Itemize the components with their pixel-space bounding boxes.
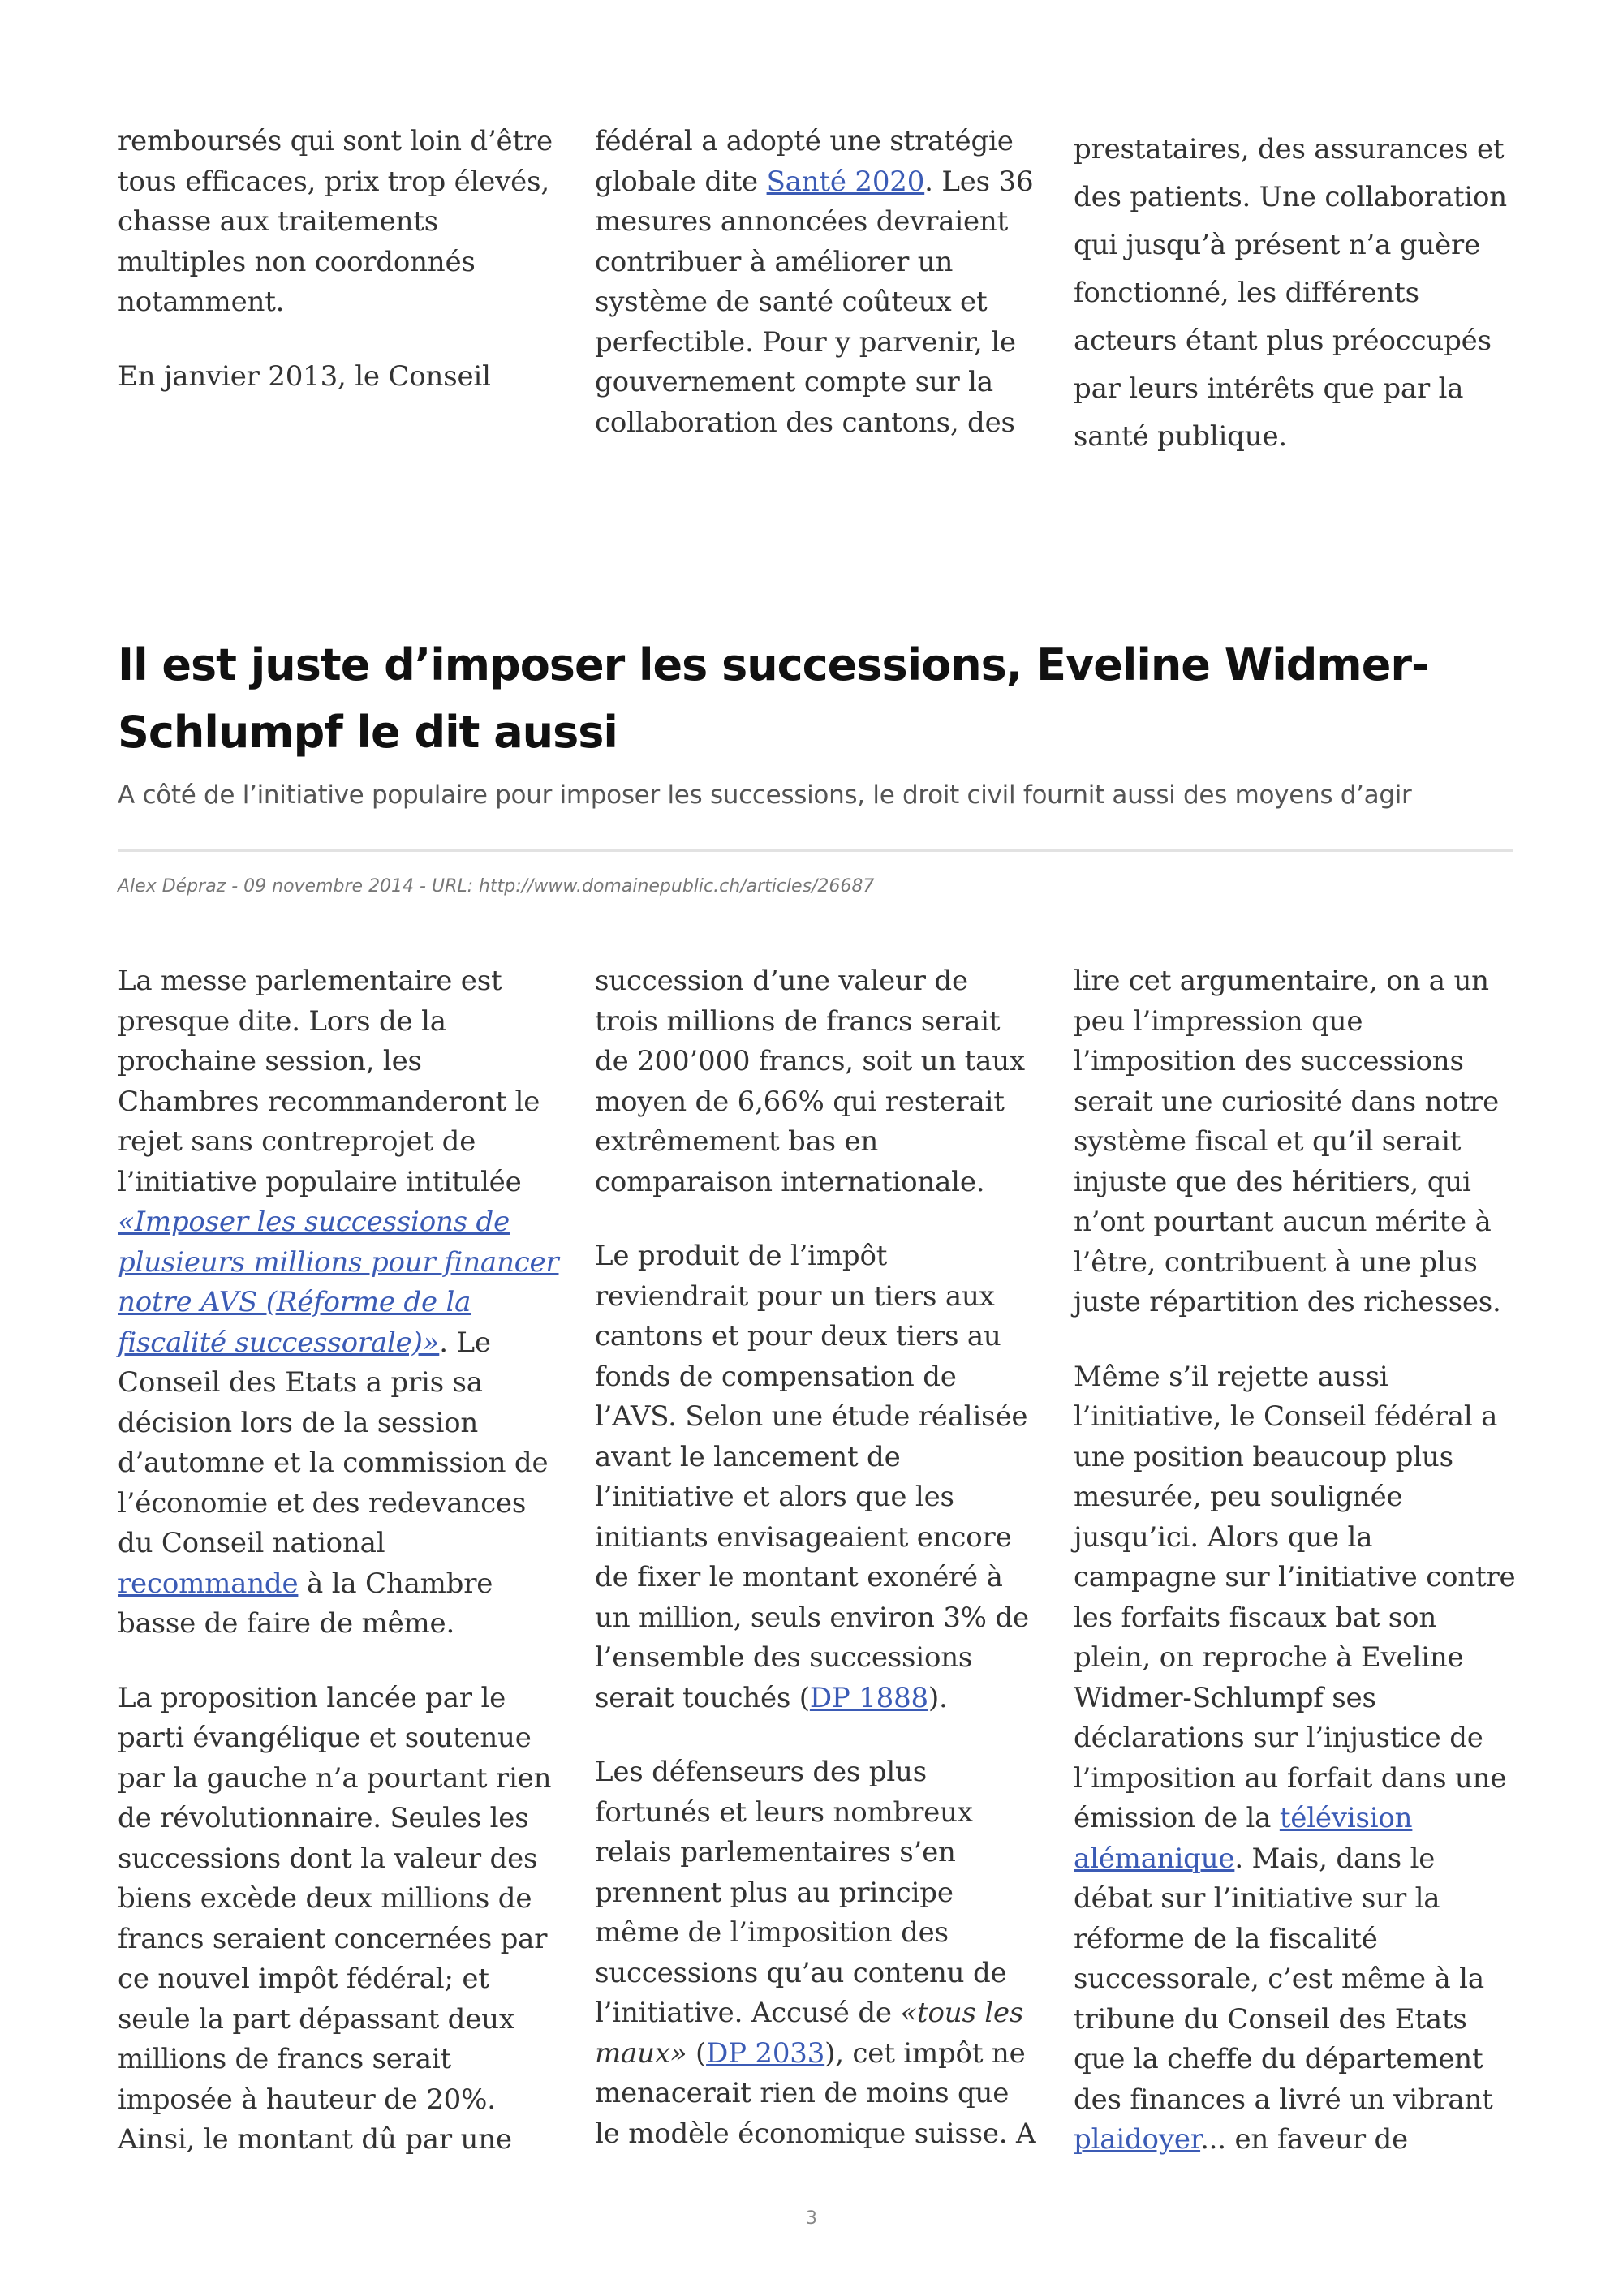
link-sante-2020[interactable]: Santé 2020 bbox=[766, 165, 925, 198]
paragraph: fédéral a adopté une stratégie globale dite Santé 2020. Les 36 mesures annoncées devraient contribuer à améliorer un système de santé coûteux et perfectible. Pour y parvenir, le gouvernement compte sur la collaboration des cantons, des bbox=[595, 125, 1034, 439]
prev-article-column-1 bbox=[118, 122, 560, 397]
paragraph: remboursés qui sont loin d’être tous efficaces, prix trop élevés, chasse aux traitements multiples non coordonnés notamment. bbox=[118, 125, 553, 318]
link-recommande[interactable]: recommande bbox=[118, 1567, 299, 1600]
page-number: 3 bbox=[806, 2208, 817, 2229]
article-column-2 bbox=[595, 961, 1037, 2154]
prev-article-column-2 bbox=[595, 122, 1037, 443]
article-column-3 bbox=[1074, 961, 1516, 2161]
paragraph: succession d’une valeur de trois millions de francs serait de 200’000 francs, soit un taux moyen de 6,66% qui resterait extrêmement bas en comparaison internationale. bbox=[595, 965, 1025, 1198]
link-plaidoyer[interactable]: plaidoyer bbox=[1074, 2123, 1201, 2156]
link-initiative-title[interactable]: «Imposer les successions de plusieurs millions pour financer notre AVS (Réforme de la fiscalité successorale)» bbox=[118, 1206, 559, 1359]
paragraph: La messe parlementaire est presque dite. Lors de la prochaine session, les Chambres recommanderont le rejet sans contreprojet de l’initiative populaire intitulée «Imposer les successions de plusieurs millions pour financer notre AVS (Réforme de la fiscalité successorale)». Le Conseil des Etats a pris sa décision lors de la session d’automne et la commission de l’économie et des redevances du Conseil national recommande à la Chambre basse de faire de même. bbox=[118, 965, 559, 1640]
paragraph: lire cet argumentaire, on a un peu l’impression que l’imposition des successions serait une curiosité dans notre système fiscal et qu’il serait injuste que des héritiers, qui n’ont pourtant aucun mérite à l’être, contribuent à une plus juste répartition des richesses. bbox=[1074, 965, 1501, 1318]
paragraph: La proposition lancée par le parti évangélique et soutenue par la gauche n’a pourtant rien de révolutionnaire. Seules les successions dont la valeur des biens excède deux millions de francs seraient concernées par ce nouvel impôt fédéral; et seule la part dépassant deux millions de francs serait imposée à hauteur de 20%. Ainsi, le montant dû par une bbox=[118, 1681, 552, 2156]
paragraph: En janvier 2013, le Conseil bbox=[118, 359, 491, 393]
paragraph: Les défenseurs des plus fortunés et leurs nombreux relais parlementaires s’en prennent plus au principe même de l’imposition des successions qu’au contenu de l’initiative. Accusé de «tous les maux» (DP 2033), cet impôt ne menacerait rien de moins que le modèle économique suisse. A bbox=[595, 1756, 1036, 2150]
article-column-1 bbox=[118, 961, 560, 2161]
header-divider bbox=[118, 849, 1513, 852]
paragraph: prestataires, des assurances et des patients. Une collaboration qui jusqu’à présent n’a guère fonctionné, les différents acteurs étant plus préoccupés par leurs intérêts que par la santé publique. bbox=[1074, 133, 1507, 453]
paragraph: Le produit de l’impôt reviendrait pour un tiers aux cantons et pour deux tiers au fonds de compensation de l’AVS. Selon une étude réalisée avant le lancement de l’initiative et alors que les initiants envisageaient encore de fixer le montant exonéré à un million, seuls environ 3% de l’ensemble des successions serait touchés (DP 1888). bbox=[595, 1240, 1029, 1714]
link-dp-2033[interactable]: DP 2033 bbox=[706, 2036, 825, 2070]
article-subtitle: A côté de l’initiative populaire pour imposer les successions, le droit civil fournit aussi des moyens d’agir bbox=[118, 780, 1412, 810]
link-television-alemanique[interactable]: télévision alémanique bbox=[1074, 1802, 1413, 1875]
paragraph: Même s’il rejette aussi l’initiative, le Conseil fédéral a une position beaucoup plus mesurée, peu soulignée jusqu’ici. Alors que la campagne sur l’initiative contre les forfaits fiscaux bat son plein, on reproche à Eveline Widmer-Schlumpf ses déclarations sur l’injustice de l’imposition au forfait dans une émission de la télévision alémanique. Mais, dans le débat sur l’initiative sur la réforme de la fiscalité successorale, c’est même à la tribune du Conseil des Etats que la cheffe du département des finances a livré un vibrant plaidoyer... en faveur de bbox=[1074, 1360, 1516, 2156]
article-title: Il est juste d’imposer les successions, Eveline Widmer-Schlumpf le dit aussi bbox=[118, 639, 1429, 758]
prev-article-column-3 bbox=[1074, 126, 1516, 461]
link-dp-1888[interactable]: DP 1888 bbox=[809, 1681, 928, 1714]
article-byline: Alex Dépraz - 09 novembre 2014 - URL: http://www.domainepublic.ch/articles/26687 bbox=[118, 876, 875, 896]
